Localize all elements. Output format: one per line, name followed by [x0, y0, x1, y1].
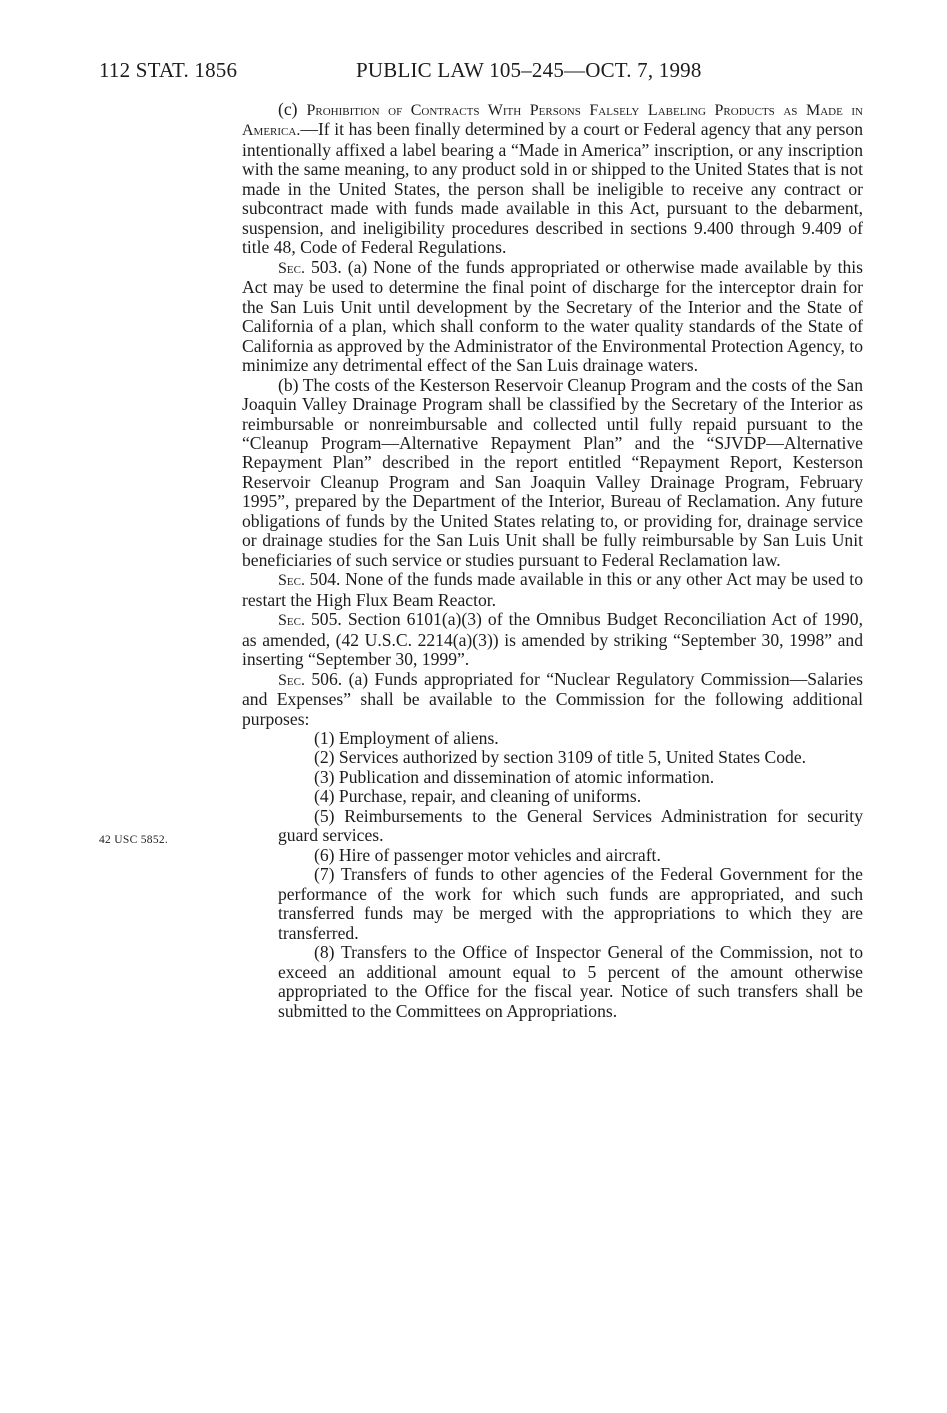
section-506-a [242, 670, 863, 729]
list-item-1: (1) Employment of aliens. [314, 728, 499, 748]
paragraph-heading: Prohibition of Contracts With Persons Falsely Labeling Products as Made in America. [242, 102, 863, 140]
section-503-b [242, 376, 863, 571]
section-505 [242, 610, 863, 669]
paragraph-text: —If it has been finally determined by a court or Federal agency that any person intentionally affixed a label bearing a “Made in America” inscription, or any inscription with the same meaning, to any product sold in or shipped to the United States that is not made in the United States, the person shall be ineligible to receive any contract or subcontract made with funds made available in this Act, pursuant to the debarment, suspension, and ineligibility procedures described in sections 9.400 through 9.409 of title 48, Code of Federal Regulations. [242, 119, 863, 258]
list-item-5: (5) Reimbursements to the General Services Administration for security guard services. [278, 805, 863, 846]
list-item-6: (6) Hire of passenger motor vehicles and aircraft. [314, 844, 661, 865]
paragraph-text: 505. Section 6101(a)(3) of the Omnibus Budget Reconciliation Act of 1990, as amended, (42 U.S.C. 2214(a)(3)) is amended by striking “September 30, 1998” and inserting “September 30, 1999”. [242, 609, 863, 670]
list-item-3: (3) Publication and dissemination of atomic information. [314, 766, 715, 787]
list-item-2: (2) Services authorized by section 3109 of title 5, United States Code. [314, 747, 807, 768]
list-item-4: (4) Purchase, repair, and cleaning of uniforms. [314, 786, 642, 807]
public-law-title: PUBLIC LAW 105–245—OCT. 7, 1998 [356, 58, 702, 82]
paragraph-text: 506. (a) Funds appropriated for “Nuclear Regulatory Commission—Salaries and Expenses” shall be available to the Commission for the following additional purposes: [242, 668, 863, 729]
paragraph-c-prohibition [242, 100, 863, 258]
law-text-body [242, 100, 863, 1021]
paragraph-text: (b) The costs of the Kesterson Reservoir Cleanup Program and the costs of the San Joaquin Valley Drainage Program shall be classified by the Secretary of the Interior as reimbursable or nonreimbursable and collected until fully repaid pursuant to the “Cleanup Program—Alternative Repayment Plan” and the “SJVDP—Alternative Repayment Plan” described in the report entitled “Repayment Report, Kesterson Reservoir Cleanup Program and San Joaquin Valley Drainage Program, February 1995”, prepared by the Department of the Interior, Bureau of Reclamation. Any future obligations of funds by the United States relating to, or providing for, drainage service or drainage studies for the San Luis Unit shall be fully reimbursable by San Luis Unit beneficiaries of such service or studies pursuant to Federal Reclamation law. [242, 374, 863, 570]
statute-page-number: 112 STAT. 1856 [99, 58, 238, 82]
list-item-7: (7) Transfers of funds to other agencies of the Federal Government for the performance of the work for which such funds are appropriated, and such transferred funds may be merged with the appropriations to which they are transferred. [278, 864, 863, 943]
page-header [0, 58, 947, 88]
margin-citation: 42 USC 5852. [99, 834, 169, 846]
section-label: Sec. [278, 612, 305, 630]
section-label: Sec. [278, 572, 305, 590]
paragraph-text: 504. None of the funds made available in this or any other Act may be used to restart the High Flux Beam Reactor. [242, 569, 863, 610]
paragraph-lead: (c) [278, 99, 307, 119]
list-item-8: (8) Transfers to the Office of Inspector General of the Commission, not to exceed an additional amount equal to 5 percent of the amount otherwise appropriated to the Office for the fiscal year. Notice of such transfers shall be submitted to the Committees on Appropriations. [278, 942, 863, 1021]
section-label: Sec. [278, 259, 305, 277]
section-label: Sec. [278, 671, 305, 689]
paragraph-text: 503. (a) None of the funds appropriated or otherwise made available by this Act may be used to determine the final point of discharge for the interceptor drain for the San Luis Unit until development by the Secretary of the Interior and the State of California of a plan, which shall conform to the water quality standards of the State of California as approved by the Administrator of the Environmental Protection Agency, to minimize any detrimental effect of the San Luis drainage waters. [242, 256, 863, 376]
section-504 [242, 570, 863, 610]
section-503-a [242, 258, 863, 376]
